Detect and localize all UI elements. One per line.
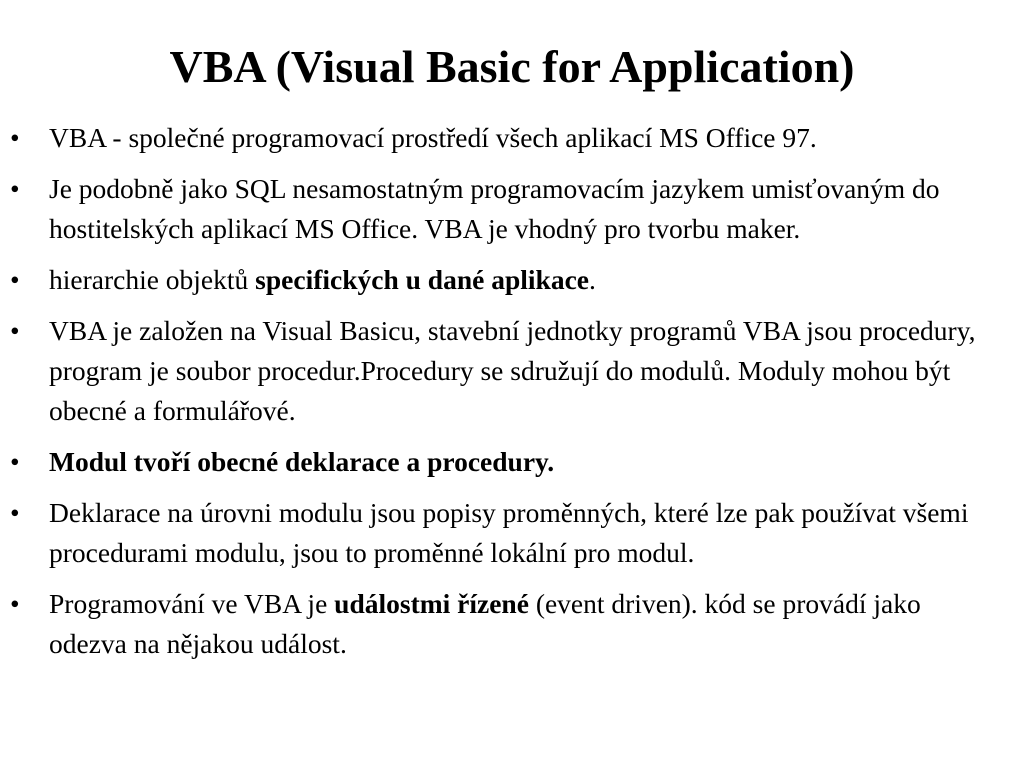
bullet-icon: • xyxy=(10,446,20,477)
bullet-list xyxy=(0,118,1024,675)
bullet-icon: • xyxy=(10,588,20,619)
bullet-icon: • xyxy=(10,497,20,528)
bullet-icon: • xyxy=(10,264,20,295)
bullet-text: Deklarace na úrovni modulu jsou popisy proměnných, které lze pak používat všemi procedurami modulu, jsou to proměnné lokální pro modul. xyxy=(49,497,969,568)
bullet-item-7 xyxy=(0,584,1024,664)
bullet-item-2 xyxy=(0,169,1024,249)
bullet-text-regular: hierarchie objektů xyxy=(49,264,256,295)
bullet-text xyxy=(49,588,921,659)
bullet-text xyxy=(49,264,596,295)
bullet-text: VBA - společné programovací prostředí všech aplikací MS Office 97. xyxy=(49,122,817,153)
bullet-text: Je podobně jako SQL nesamostatným programovacím jazykem umisťovaným do hostitelských aplikací MS Office. VBA je vhodný pro tvorbu maker. xyxy=(49,173,940,244)
bullet-item-4 xyxy=(0,311,1024,431)
bullet-text-regular: (event driven). kód se provádí jako odezva na nějakou událost. xyxy=(49,588,921,659)
bullet-text-bold: událostmi řízené xyxy=(334,588,529,619)
bullet-text-bold: Modul tvoří obecné deklarace a procedury. xyxy=(49,446,555,477)
bullet-text-regular: Programování ve VBA je xyxy=(49,588,335,619)
bullet-icon: • xyxy=(10,173,20,204)
bullet-item-5 xyxy=(0,442,1024,482)
bullet-icon: • xyxy=(10,315,20,346)
bullet-text: VBA je založen na Visual Basicu, stavební jednotky programů VBA jsou procedury, program je soubor procedur.Procedury se sdružují do modulů. Moduly mohou být obecné a formulářové. xyxy=(49,315,976,426)
bullet-item-6 xyxy=(0,493,1024,573)
bullet-icon: • xyxy=(10,122,20,153)
slide-title: VBA (Visual Basic for Application) xyxy=(169,41,855,92)
bullet-item-1 xyxy=(0,118,1024,158)
bullet-text-regular: . xyxy=(589,264,596,295)
bullet-item-3 xyxy=(0,260,1024,300)
bullet-text-bold: specifických u dané aplikace xyxy=(255,264,589,295)
